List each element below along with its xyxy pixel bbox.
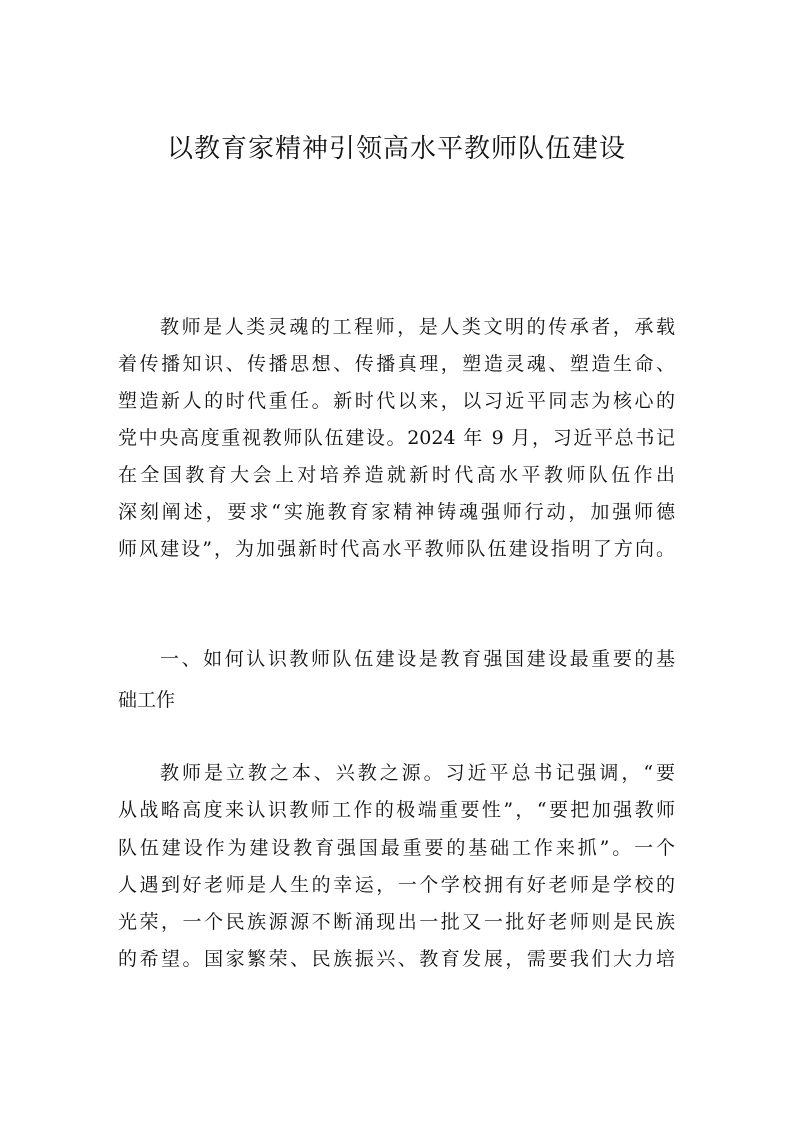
text-line: 师风建设”，为加强新时代高水平教师队伍建设指明了方向。 bbox=[118, 538, 675, 560]
text-line: 的希望。国家繁荣、民族振兴、教育发展，需要我们大力培 bbox=[118, 948, 675, 970]
text-line: 教师是立教之本、兴教之源。习近平总书记强调，“要 bbox=[160, 762, 675, 784]
text-line: 从战略高度来认识教师工作的极端重要性”，“要把加强教师 bbox=[118, 799, 675, 821]
document-title: 以教育家精神引领高水平教师队伍建设 bbox=[166, 134, 626, 164]
heading-line: 础工作 bbox=[118, 689, 176, 711]
heading-line: 一、如何认识教师队伍建设是教育强国建设最重要的基 bbox=[160, 648, 675, 670]
text-line: 教师是人类灵魂的工程师，是人类文明的传承者，承载 bbox=[160, 316, 675, 338]
text-line: 光荣，一个民族源源不断涌现出一批又一批好老师则是民族 bbox=[118, 911, 675, 933]
text-line: 着传播知识、传播思想、传播真理，塑造灵魂、塑造生命、 bbox=[118, 353, 675, 375]
text-line: 党中央高度重视教师队伍建设。2024 年 9 月，习近平总书记 bbox=[118, 427, 675, 449]
text-line: 队伍建设作为建设教育强国最重要的基础工作来抓”。一个 bbox=[118, 837, 675, 859]
text-line: 人遇到好老师是人生的幸运，一个学校拥有好老师是学校的 bbox=[118, 874, 675, 896]
text-line: 深刻阐述，要求“实施教育家精神铸魂强师行动，加强师德 bbox=[118, 501, 675, 523]
text-line: 塑造新人的时代重任。新时代以来，以习近平同志为核心的 bbox=[118, 390, 675, 412]
text-line: 在全国教育大会上对培养造就新时代高水平教师队伍作出 bbox=[118, 464, 675, 486]
